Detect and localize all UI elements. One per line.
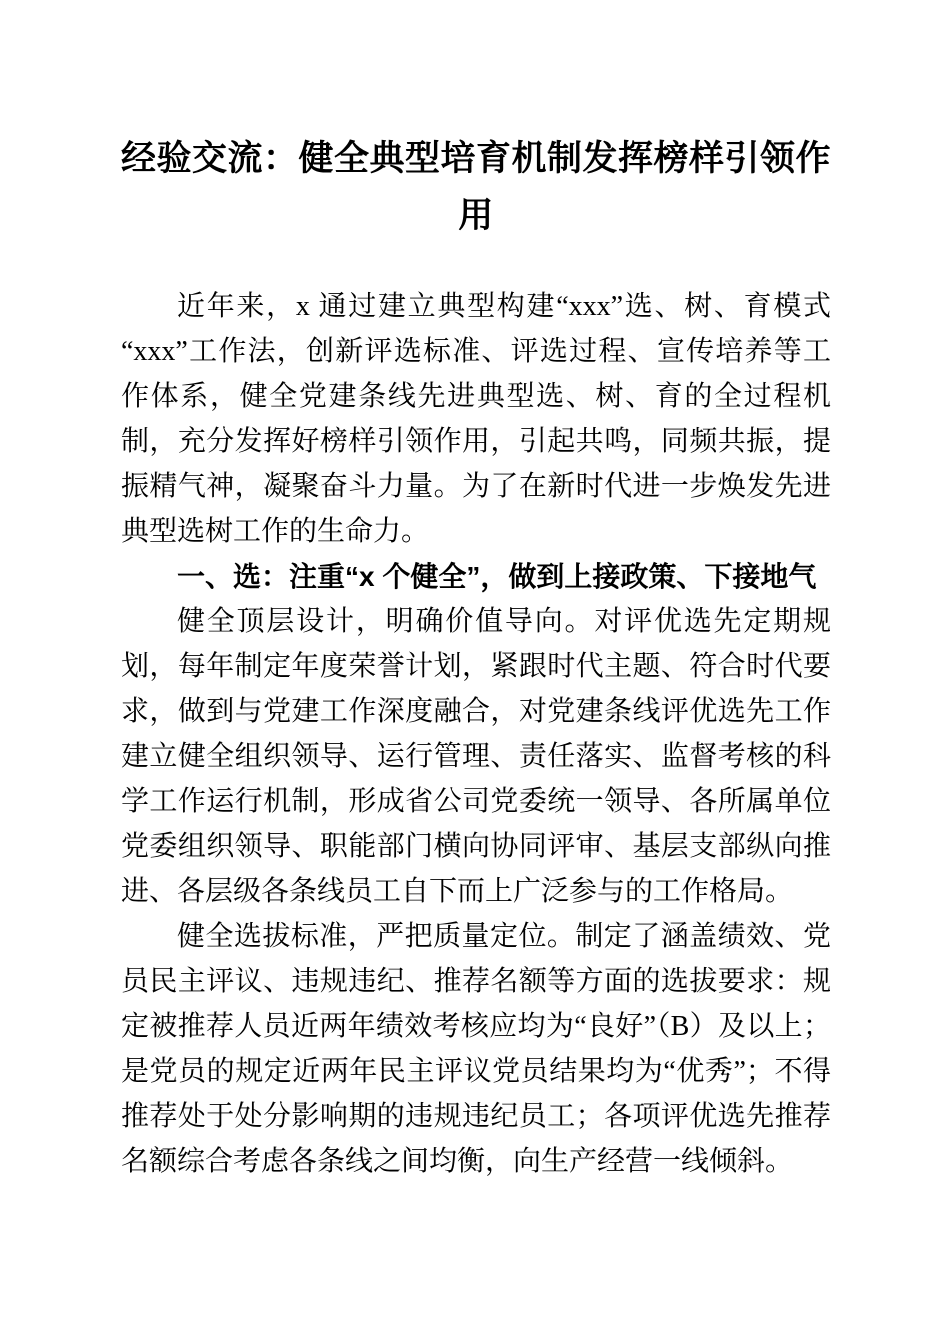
intro-paragraph: 近年来，x 通过建立典型构建“xxx”选、树、育模式“xxx”工作法，创新评选标准、评选过程、宣传培养等工作体系，健全党建条线先进典型选、树、育的全过程机制，充分发挥好榜样引领作用，引起共鸣，同频共振，提振精气神，凝聚奋斗力量。为了在新时代进一步焕发先进典型选树工作的生命力。 [121,291,831,547]
section-1-paragraph-2: 健全选拔标准，严把质量定位。制定了涵盖绩效、党员民主评议、违规违纪、推荐名额等方面的选拔要求：规定被推荐人员近两年绩效考核应均为“良好”（B）及以上；是党员的规定近两年民主评议党员结果均为“优秀”；不得推荐处于处分影响期的违规违纪员工；各项评优选先推荐名额综合考虑各条线之间均衡，向生产经营一线倾斜。 [121,921,831,1177]
document-title: 经验交流：健全典型培育机制发挥榜样引领作用 [121,139,832,235]
section-1-paragraph-1: 健全顶层设计，明确价值导向。对评优选先定期规划，每年制定年度荣誉计划，紧跟时代主题、符合时代要求，做到与党建工作深度融合，对党建条线评优选先工作建立健全组织领导、运行管理、责任落实、监督考核的科学工作运行机制，形成省公司党委统一领导、各所属单位党委组织领导、职能部门横向协同评审、基层支部纵向推进、各层级各条线员工自下而上广泛参与的工作格局。 [121,606,831,907]
section-1-heading: 一、选：注重“x 个健全”，做到上接政策、下接地气 [177,561,817,592]
